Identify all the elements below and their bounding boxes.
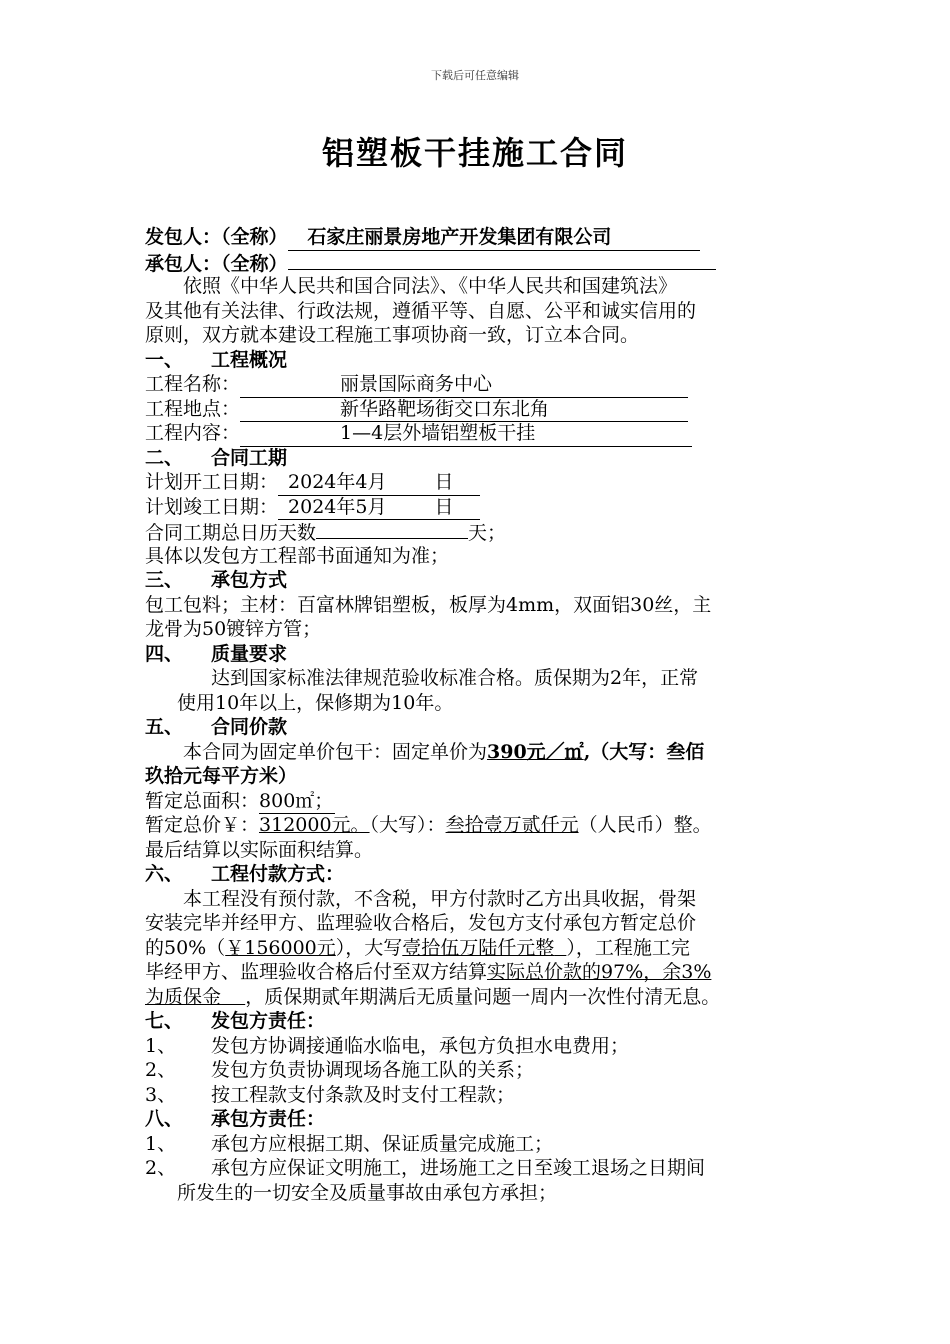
- price-line-2: 玖拾元每平方米）: [145, 765, 298, 787]
- contract-mode-line-2: 龙骨为50镀锌方管；: [145, 618, 322, 640]
- section-7-heading: 七、 发包方责任：: [145, 1010, 326, 1032]
- total-days-blank: [316, 519, 468, 539]
- party-b-label: 承包人：（全称）: [145, 252, 288, 275]
- total-price-cn: 叁拾壹万贰仟元: [445, 814, 579, 836]
- payment-line-2: 安装完毕并经甲方、监理验收合格后，发包方支付承包方暂定总价: [145, 912, 697, 934]
- project-place-line: 工程地点： 新华路靶场街交口东北角: [145, 397, 825, 422]
- list-item-continuation: 所发生的一切安全及质量事故由承包方承担；: [177, 1181, 558, 1204]
- list-item: 2、 发包方负责协调现场各施工队的关系；: [145, 1059, 535, 1081]
- total-days-line: 合同工期总日历天数 天；: [145, 519, 825, 544]
- party-a-value: 石家庄丽景房地产开发集团有限公司: [288, 225, 700, 251]
- section-4-heading: 四、 质量要求: [145, 642, 288, 665]
- list-item: 1、 发包方协调接通临水临电，承包方负担水电费用；: [145, 1034, 630, 1057]
- section-2-heading: 二、 合同工期: [145, 446, 288, 469]
- list-item: 2、 承包方应保证文明施工，进场施工之日至竣工退场之日期间: [145, 1157, 706, 1179]
- project-content-value: 1—4层外墙铝塑板干挂: [240, 421, 692, 447]
- project-name-line: 工程名称： 丽景国际商务中心: [145, 372, 825, 397]
- party-a-line: [145, 225, 825, 250]
- project-place-value: 新华路靶场街交口东北角: [240, 397, 688, 423]
- section-1-heading: 一、 工程概况: [145, 348, 288, 371]
- payment-line-3: 的50%（￥156000元），大写壹拾伍万陆仟元整 ），工程施工完: [145, 936, 690, 959]
- party-b-value: [288, 250, 716, 270]
- project-content-line: 工程内容： 1—4层外墙铝塑板干挂: [145, 421, 825, 446]
- section-6-heading: 六、 工程付款方式：: [145, 863, 345, 885]
- list-item: 3、 按工程款支付条款及时支付工程款；: [145, 1083, 516, 1106]
- total-price-value: 312000元。: [259, 814, 370, 836]
- price-line-1: 本合同为固定单价包干：固定单价为390元／㎡,（大写：叁佰: [183, 740, 705, 763]
- payment-line-4: 毕经甲方、监理验收合格后付至双方结算实际总价款的97%，余3%: [145, 961, 712, 983]
- payment-line-5: 为质保金 ，质保期贰年期满后无质量问题一周内一次性付清无息。: [145, 985, 721, 1008]
- list-item: 1、 承包方应根据工期、保证质量完成施工；: [145, 1132, 554, 1155]
- unit-price: 390元／㎡: [487, 740, 584, 763]
- area-value: 800㎡；: [259, 789, 335, 815]
- start-date-line: 计划开工日期： 2024年4月 日: [145, 470, 825, 495]
- section-5-heading: 五、 合同价款: [145, 716, 288, 738]
- end-date-value: 2024年5月 日: [278, 495, 480, 521]
- contract-mode-line-1: 包工包料；主材：百富林牌铝塑板，板厚为4mm，双面铝30丝，主: [145, 593, 712, 616]
- quality-line-2: 使用10年以上，保修期为10年。: [177, 691, 454, 714]
- project-name-value: 丽景国际商务中心: [240, 372, 688, 398]
- total-price-line: 暂定总价￥：312000元。（大写）：叁拾壹万贰仟元（人民币）整。: [145, 814, 712, 836]
- preamble-line-2: 及其他有关法律、行政法规，遵循平等、自愿、公平和诚实信用的: [145, 299, 697, 322]
- settlement-line: 最后结算以实际面积结算。: [145, 838, 374, 861]
- header-note: 下载后可任意编辑: [431, 69, 519, 82]
- section-3-heading: 三、 承包方式: [145, 569, 288, 591]
- start-date-value: 2024年4月 日: [278, 470, 480, 496]
- schedule-note: 具体以发包方工程部书面通知为准；: [145, 544, 450, 567]
- party-b-line: [145, 250, 825, 275]
- section-8-heading: 八、 承包方责任：: [145, 1108, 326, 1130]
- document-title: 铝塑板干挂施工合同: [321, 134, 628, 172]
- payment-line-1: 本工程没有预付款，不含税，甲方付款时乙方出具收据，骨架: [183, 887, 697, 910]
- party-a-label: 发包人：（全称）: [145, 226, 288, 248]
- area-line: 暂定总面积：800㎡；: [145, 789, 825, 814]
- preamble-line-1: 依照《中华人民共和国合同法》、《中华人民共和国建筑法》: [183, 275, 678, 297]
- contract-body: [145, 225, 825, 1205]
- preamble-line-3: 原则，双方就本建设工程施工事项协商一致，订立本合同。: [145, 324, 640, 346]
- quality-line-1: 达到国家标准法律规范验收标准合格。质保期为2年，正常: [211, 667, 699, 689]
- end-date-line: 计划竣工日期： 2024年5月 日: [145, 495, 825, 520]
